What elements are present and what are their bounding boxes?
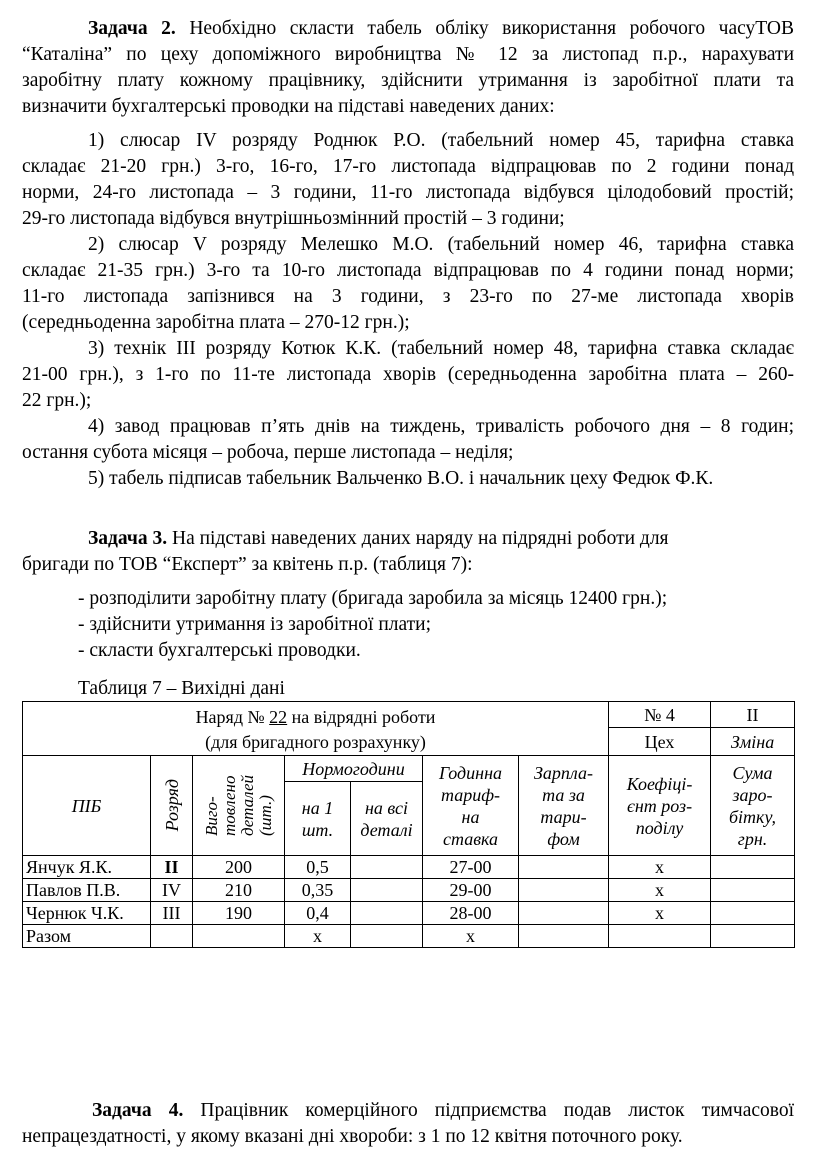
row2-made: 210 (193, 879, 285, 902)
table7 (22, 701, 795, 948)
task2-intro-line3: заробітну плату кожному працівнику, здійснити утримання із заробітної плати та (22, 70, 794, 91)
order-title-cell (23, 702, 609, 756)
task2-item2-line1: 2) слюсар V розряду Мелешко М.О. (табельний номер 46, тарифна ставка (88, 234, 794, 255)
row2-rate: 29-00 (423, 879, 519, 902)
task2-item3-line3: 22 грн.); (22, 390, 92, 411)
task2-item1-line3: норми, 24-го листопада – 3 години, 11-го листопада відбувся цілодобовий простій; (22, 182, 794, 203)
col-name-header: ПІБ (23, 756, 151, 856)
table-row (23, 856, 795, 879)
order-suffix: на відрядні роботи (287, 706, 436, 727)
task2-title: Задача 2. (88, 18, 176, 39)
total-grade (151, 925, 193, 948)
task2-item3-line1: 3) технік ІІІ розряду Котюк К.К. (табельний номер 48, тарифна ставка складає (88, 338, 794, 359)
task2-item2-line2: складає 21-35 грн.) 3-го та 10-го листопада відпрацював по 4 години понад норми; (22, 260, 794, 281)
row3-name: Чернюк Ч.К. (23, 902, 151, 925)
row1-grade: ІІ (151, 856, 193, 879)
row3-grade: ІІІ (151, 902, 193, 925)
task2-item1-line2: складає 21-20 грн.) 3-го, 16-го, 17-го листопада відпрацював по 2 години понад (22, 156, 794, 177)
total-rate: х (423, 925, 519, 948)
shift-cell: Зміна (711, 728, 795, 756)
total-norm-all (351, 925, 423, 948)
table7-header-row1 (23, 702, 795, 728)
row3-coef: х (609, 902, 711, 925)
task3-bullet-3: - скласти бухгалтерські проводки. (78, 640, 361, 661)
row3-norm-all (351, 902, 423, 925)
total-pay (519, 925, 609, 948)
task3-intro-line2: бригади по ТОВ “Експерт” за квітень п.р. (таблиця 7): (22, 554, 473, 575)
task2-intro-text1: Необхідно скласти табель обліку використання робочого часуТОВ (189, 18, 794, 39)
shift-no-cell: ІІ (711, 702, 795, 728)
task3-intro-line1 (22, 526, 794, 552)
row2-norm-one: 0,35 (285, 879, 351, 902)
table-total-row (23, 925, 795, 948)
row3-pay (519, 902, 609, 925)
col-norm-header: Нормогодини (285, 756, 423, 782)
task4-line2: непрацездатності, у якому вказані дні хвороби: з 1 по 12 квітня поточного року. (22, 1126, 683, 1147)
col-norm-one-header: на 1 шт. (285, 782, 351, 856)
table7-caption: Таблиця 7 – Вихідні дані (78, 678, 285, 699)
table-row (23, 879, 795, 902)
row3-sum (711, 902, 795, 925)
total-label: Разом (23, 925, 151, 948)
table7-header-row3 (23, 756, 795, 782)
col-grade-header (151, 756, 193, 856)
total-made (193, 925, 285, 948)
total-norm-one: х (285, 925, 351, 948)
row2-pay (519, 879, 609, 902)
task2-item2-line4: (середньоденна заробітна плата – 270-12 грн.); (22, 312, 410, 333)
row1-sum (711, 856, 795, 879)
order-subtitle: (для бригадного розрахунку) (205, 731, 426, 752)
row3-norm-one: 0,4 (285, 902, 351, 925)
task2-item4-line2: остання субота місяця – робоча, перше листопада – неділя; (22, 442, 514, 463)
row1-norm-all (351, 856, 423, 879)
col-pay-header: Зарпла- та за тари- фом (519, 756, 609, 856)
col-rate-header: Годинна тариф- на ставка (423, 756, 519, 856)
task2-item1-line4: 29-го листопада відбувся внутрішньозмінний простій – 3 години; (22, 208, 565, 229)
task3-title: Задача 3. (88, 528, 168, 549)
row3-made: 190 (193, 902, 285, 925)
total-sum (711, 925, 795, 948)
total-coef (609, 925, 711, 948)
task3-bullet-2: - здійснити утримання із заробітної плати; (78, 614, 432, 635)
order-no-cell: № 4 (609, 702, 711, 728)
row2-grade: IV (151, 879, 193, 902)
row1-coef: х (609, 856, 711, 879)
row2-name: Павлов П.В. (23, 879, 151, 902)
row1-pay (519, 856, 609, 879)
col-norm-all-header: на всі деталі (351, 782, 423, 856)
task2-intro-line2: “Каталіна” по цеху допоміжного виробництва № 12 за листопад п.р., нарахувати (22, 44, 794, 65)
col-grade-text: Розряд (161, 779, 182, 832)
order-number: 22 (269, 706, 288, 727)
table-row (23, 902, 795, 925)
row1-rate: 27-00 (423, 856, 519, 879)
workshop-cell: Цех (609, 728, 711, 756)
col-coef-header: Коефіці- єнт роз- поділу (609, 756, 711, 856)
task2-item1-line1: 1) слюсар IV розряду Роднюк Р.О. (табельний номер 45, тарифна ставка (88, 130, 794, 151)
row1-made: 200 (193, 856, 285, 879)
task2-intro-line4: визначити бухгалтерські проводки на підставі наведених даних: (22, 96, 555, 117)
order-prefix: Наряд № (195, 706, 270, 727)
task4-title: Задача 4. (92, 1100, 184, 1121)
task2-intro-line1 (22, 16, 794, 42)
row1-name: Янчук Я.К. (23, 856, 151, 879)
row1-norm-one: 0,5 (285, 856, 351, 879)
task4-text1: Працівник комерційного підприємства подав листок тимчасової (200, 1100, 795, 1121)
task3-bullet-1: - розподілити заробітну плату (бригада заробила за місяць 12400 грн.); (78, 588, 668, 609)
task3-intro-text1: На підставі наведених даних наряду на підрядні роботи для (172, 528, 669, 549)
col-made-header (193, 756, 285, 856)
row3-rate: 28-00 (423, 902, 519, 925)
col-sum-header: Сума заро- бітку, грн. (711, 756, 795, 856)
task2-item2-line3: 11-го листопада запізнився на 3 години, з 23-го по 27-ме листопада хворів (22, 286, 794, 307)
task2-item5-line1: 5) табель підписав табельник Вальченко В.О. і начальник цеху Федюк Ф.К. (88, 468, 714, 489)
row2-norm-all (351, 879, 423, 902)
task2-item4-line1: 4) завод працював п’ять днів на тиждень, тривалість робочого дня – 8 годин; (88, 416, 794, 437)
col-made-text: Виго- товлено деталей (шт.) (201, 775, 275, 836)
task2-item3-line2: 21-00 грн.), з 1-го по 11-те листопада хворів (середньоденна заробітна плата – 260- (22, 364, 794, 385)
task4-line1 (22, 1098, 794, 1124)
row2-sum (711, 879, 795, 902)
row2-coef: х (609, 879, 711, 902)
